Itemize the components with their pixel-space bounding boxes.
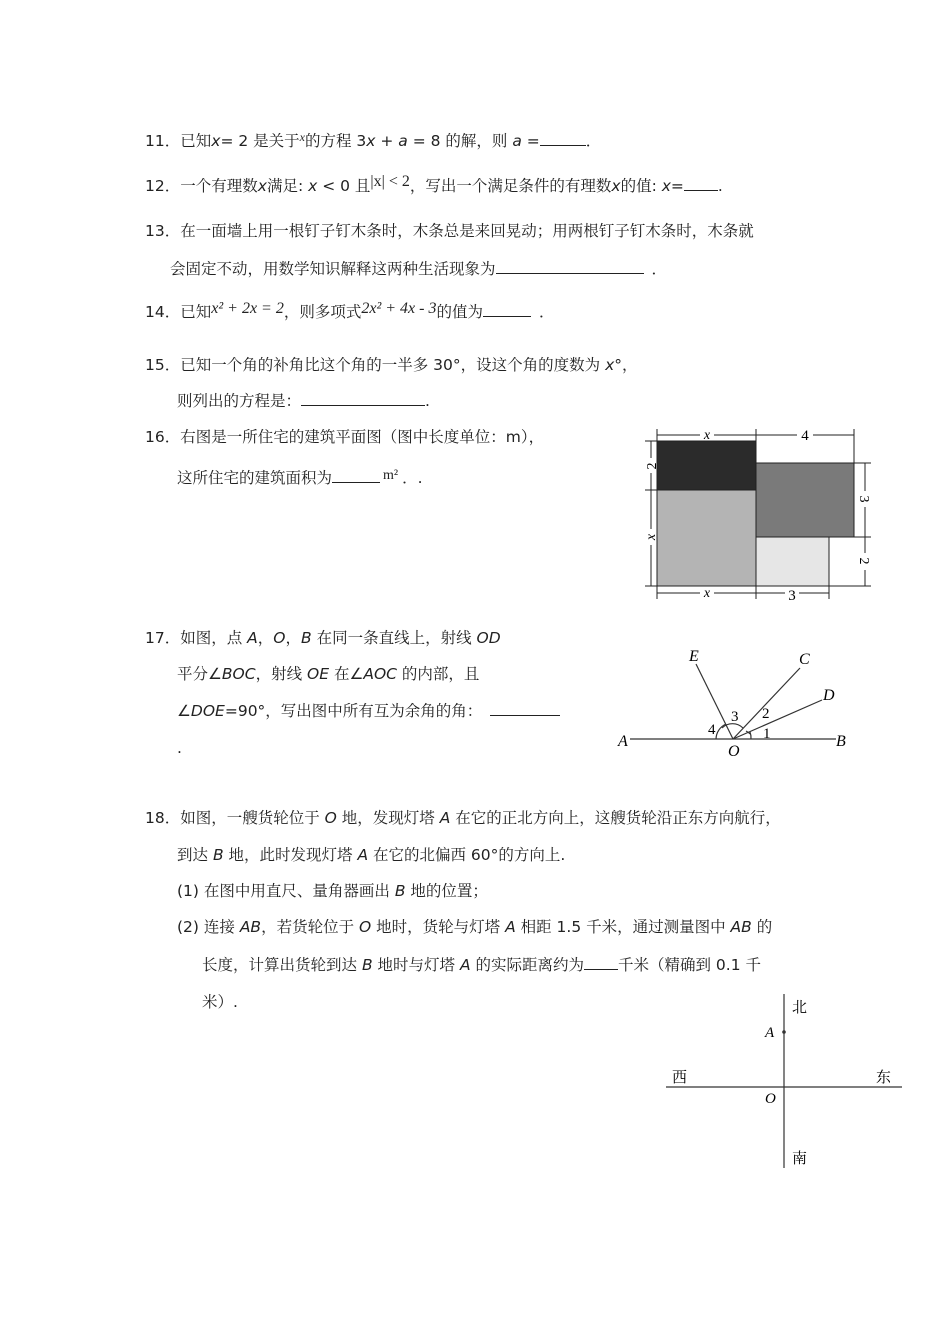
label-south: 南 [792, 1149, 808, 1167]
question-15-line1: 15．已知一个角的补角比这个角的一半多 30°，设这个角的度数为 x°， [145, 356, 638, 374]
label-north: 北 [792, 998, 808, 1016]
angle-2: 2 [762, 706, 770, 722]
question-12: 12．一个有理数x满足: x < 0 且|x| < 2，写出一个满足条件的有理数x的值: x= . [145, 173, 723, 195]
question-17-line1: 17．如图，点 A，O，B 在同一条直线上，射线 OD [145, 629, 501, 647]
answer-blank [584, 955, 618, 970]
dim-bottom-3: 3 [788, 588, 796, 604]
ray-od [733, 700, 822, 739]
question-18-part2-cont: 长度，计算出货轮到达 B 地时与灯塔 A 的实际距离约为 千米（精确到 0.1 千 [202, 956, 761, 974]
abs-inequality: |x| < 2 [370, 173, 410, 190]
question-16-line1: 16．右图是一所住宅的建筑平面图（图中长度单位：m）， [145, 428, 545, 446]
answer-blank [301, 391, 425, 406]
room-dark [657, 441, 756, 490]
question-13-line1: 13．在一面墙上用一根钉子钉木条时，木条总是来回晃动；用两根钉子钉木条时，木条就 [145, 222, 754, 240]
question-18-part1: (1) 在图中用直尺、量角器画出 B 地的位置； [177, 882, 488, 900]
question-15-line2: 则列出的方程是： . [177, 392, 430, 410]
label-west: 西 [672, 1068, 688, 1086]
question-18-line1: 18．如图，一艘货轮位于 O 地，发现灯塔 A 在它的正北方向上，这艘货轮沿正东方向航行， [145, 809, 781, 827]
question-13-line2: 会固定不动，用数学知识解释这两种生活现象为 ． [170, 260, 668, 278]
dim-left-x: x [644, 533, 659, 541]
answer-blank [490, 701, 560, 716]
question-18-line2: 到达 B 地，此时发现灯塔 A 在它的北偏西 60°的方向上. [177, 846, 566, 864]
dim-top-4: 4 [801, 428, 809, 444]
dim-right-2: 2 [856, 557, 871, 565]
question-17-line3: ∠DOE=90°，写出图中所有互为余角的角： [177, 701, 560, 721]
lighthouse-point [782, 1030, 786, 1034]
question-18-part2: (2) 连接 AB，若货轮位于 O 地时，货轮与灯塔 A 相距 1.5 千米，通过测量图中 AB 的 [177, 918, 773, 936]
compass-figure [660, 990, 910, 1175]
label-e: E [689, 648, 699, 665]
dim-bottom-x: x [703, 586, 711, 601]
answer-blank [332, 468, 380, 483]
question-14: 14．已知x² + 2x = 2，则多项式2x² + 4x - 3的值为 ． [145, 300, 555, 321]
dim-top-x: x [703, 428, 711, 443]
answer-blank [540, 131, 586, 146]
answer-blank [684, 176, 718, 191]
room-pale [756, 537, 829, 586]
dim-right-3: 3 [856, 495, 871, 503]
answer-blank [496, 259, 644, 274]
label-o: O [728, 743, 740, 760]
question-11: 11．已知x= 2 是关于$^x$的方程 3x + a = 8 的解，则 a = ． [145, 130, 602, 150]
question-17-line2: 平分∠BOC，射线 OE 在∠AOC 的内部，且 [177, 665, 480, 683]
label-d: D [823, 687, 835, 704]
question-18-part2-end: 米）. [202, 993, 238, 1011]
angle-3: 3 [731, 709, 739, 725]
label-o: O [765, 1091, 776, 1107]
question-17-line4: . [177, 739, 182, 757]
angle-figure [610, 640, 860, 765]
room-mid [756, 463, 854, 537]
label-east: 东 [876, 1068, 892, 1086]
label-b: B [836, 733, 846, 750]
answer-blank [483, 302, 531, 317]
question-16-line2: 这所住宅的建筑面积为 m² ．. [177, 468, 423, 487]
dim-left-2: 2 [645, 462, 660, 470]
angle-1: 1 [763, 726, 771, 742]
label-a: A [765, 1025, 775, 1041]
room-light [657, 490, 756, 586]
floor-plan-figure [635, 425, 875, 605]
angle-4: 4 [708, 722, 716, 738]
label-a: A [618, 733, 628, 750]
label-c: C [799, 651, 810, 668]
